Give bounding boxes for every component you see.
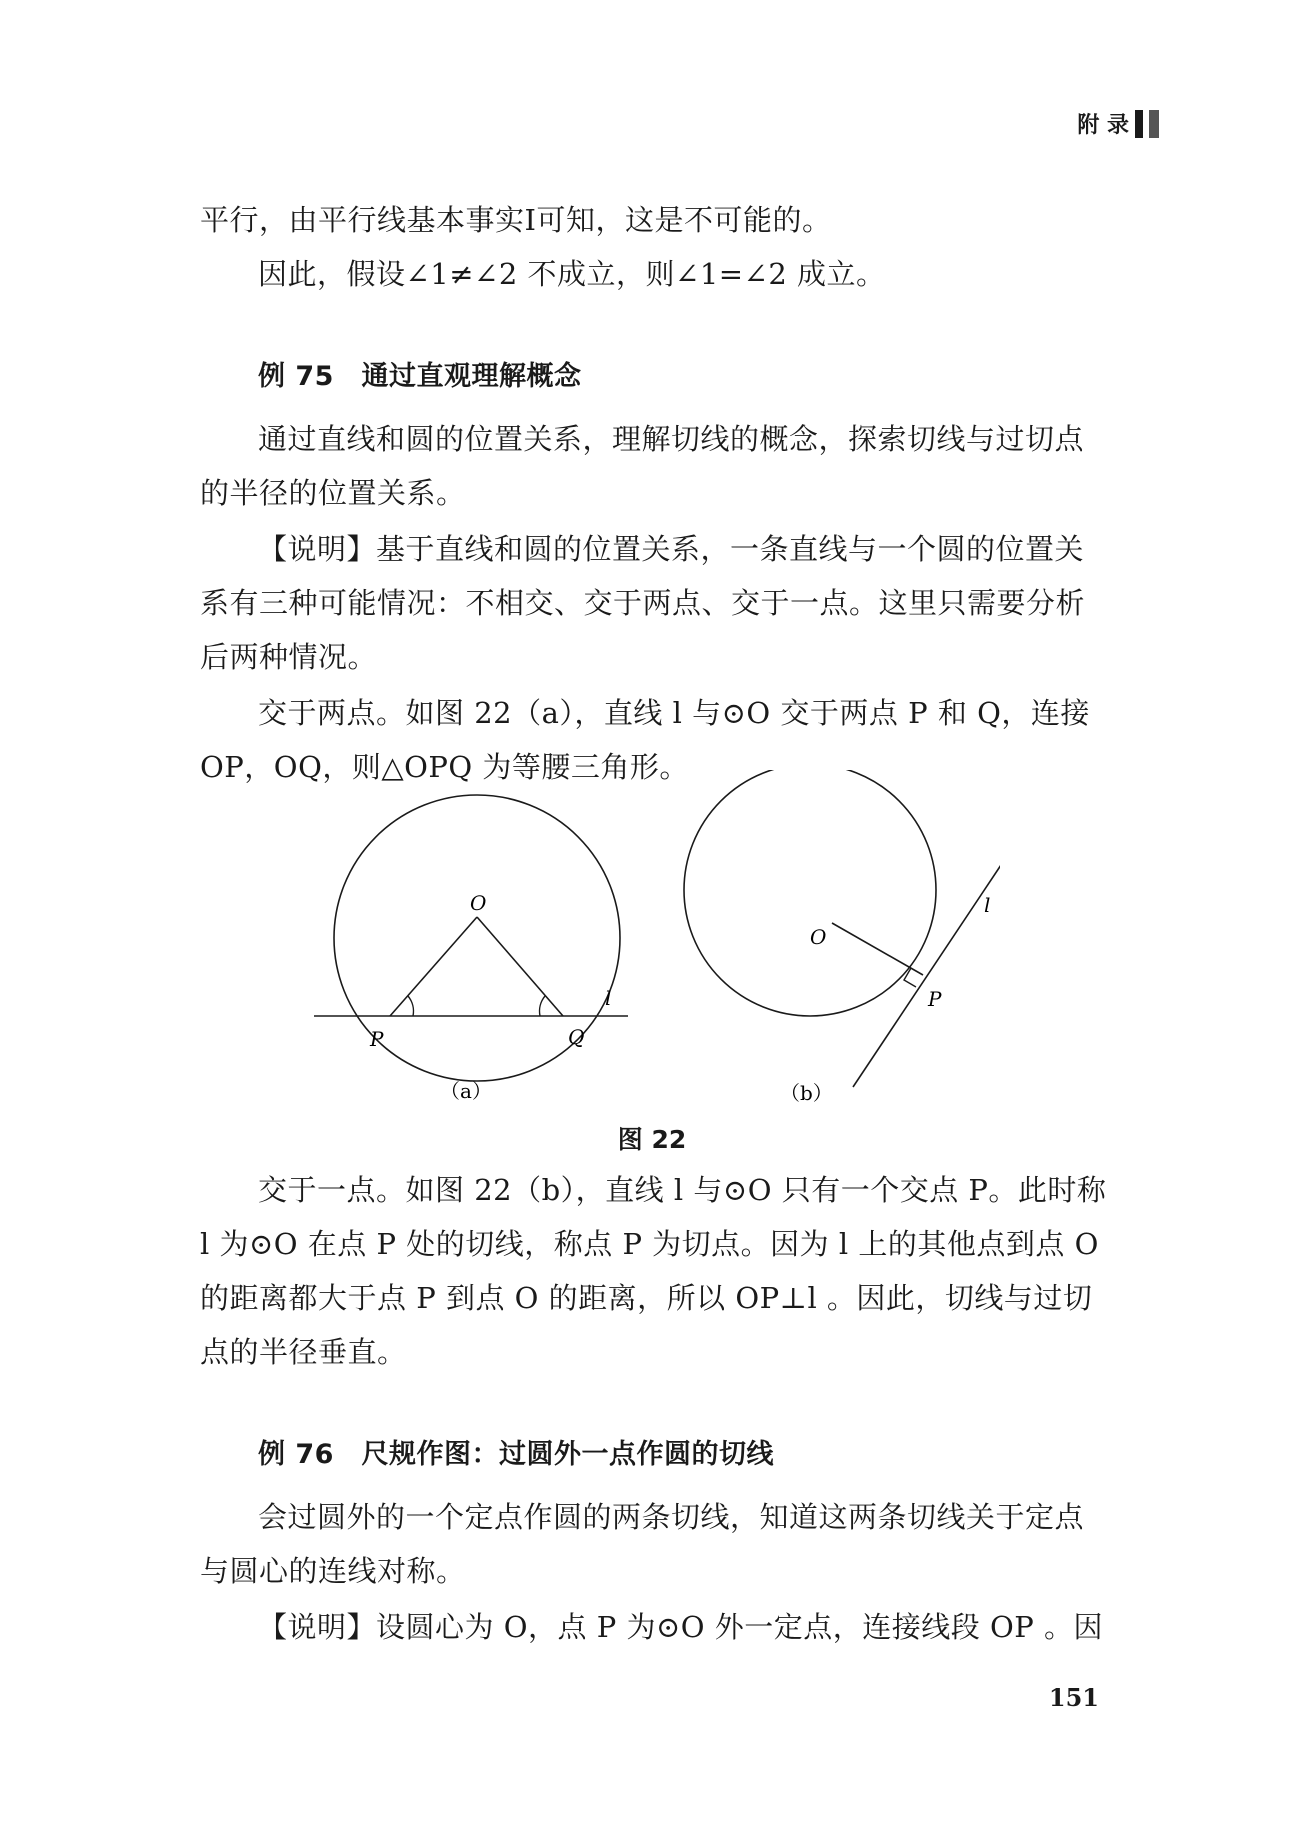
figure-22a	[314, 795, 628, 1103]
label-p-b: P	[928, 987, 942, 1011]
segment-op-a	[390, 917, 477, 1016]
angle-arc-q	[540, 996, 545, 1016]
header-bar-mark	[1135, 110, 1143, 138]
label-q-a: Q	[568, 1025, 585, 1049]
label-o-a: O	[470, 891, 487, 915]
label-o-b: O	[810, 925, 827, 949]
example-76-heading: 例 76 尺规作图：过圆外一点作圆的切线	[258, 1439, 774, 1470]
label-p-a: P	[370, 1027, 384, 1051]
page-number: 151	[1048, 1683, 1099, 1712]
caption-a: （a）	[440, 1079, 492, 1103]
label-l-a: l	[605, 986, 612, 1010]
running-header	[1077, 108, 1159, 139]
paragraph-5: 交于两点。如图 22（a），直线 l 与⊙O 交于两点 P 和 Q，连接 OP，OQ，则△OPQ 为等腰三角形。	[200, 696, 1090, 784]
text-block-middle	[200, 1163, 1108, 1379]
figure-22	[300, 770, 1000, 1110]
paragraph-6: 交于一点。如图 22（b），直线 l 与⊙O 只有一个交点 P。此时称 l 为⊙O 在点 P 处的切线，称点 P 为切点。因为 l 上的其他点到点 O 的距离都大于点 P 到点 O 的距离，所以 OP⊥l 。因此，切线与过切点的半径垂直。	[200, 1173, 1107, 1369]
label-l-b: l	[984, 893, 991, 917]
figure-22b	[684, 770, 1000, 1105]
tangent-line-l	[853, 865, 1000, 1087]
paragraph-8: 【说明】设圆心为 O，点 P 为⊙O 外一定点，连接线段 OP 。因	[258, 1610, 1103, 1644]
paragraph-1: 平行，由平行线基本事实Ⅰ可知，这是不可能的。	[200, 203, 832, 237]
paragraph-2: 因此，假设∠1≠∠2 不成立，则∠1=∠2 成立。	[258, 257, 886, 291]
example-76-block	[200, 1428, 1108, 1654]
paragraph-3: 通过直线和圆的位置关系，理解切线的概念，探索切线与过切点的半径的位置关系。	[200, 422, 1085, 510]
paragraph-4: 【说明】基于直线和圆的位置关系，一条直线与一个圆的位置关系有三种可能情况：不相交、交于两点、交于一点。这里只需要分析后两种情况。	[200, 532, 1086, 674]
segment-oq-a	[477, 917, 563, 1016]
caption-b: （b）	[780, 1081, 833, 1105]
paragraph-7: 会过圆外的一个定点作圆的两条切线，知道这两条切线关于定点与圆心的连线对称。	[200, 1500, 1085, 1588]
figure-title: 图 22	[617, 1125, 687, 1154]
angle-arc-p	[408, 996, 413, 1016]
segment-op-b	[832, 923, 923, 975]
header-bar-mark-2	[1149, 110, 1159, 138]
example-75-block	[200, 350, 1108, 794]
example-75-heading: 例 75 通过直观理解概念	[258, 361, 582, 392]
circle-b	[684, 770, 936, 1016]
header-section-label: 附 录	[1077, 113, 1129, 138]
text-block-top	[200, 193, 1108, 301]
